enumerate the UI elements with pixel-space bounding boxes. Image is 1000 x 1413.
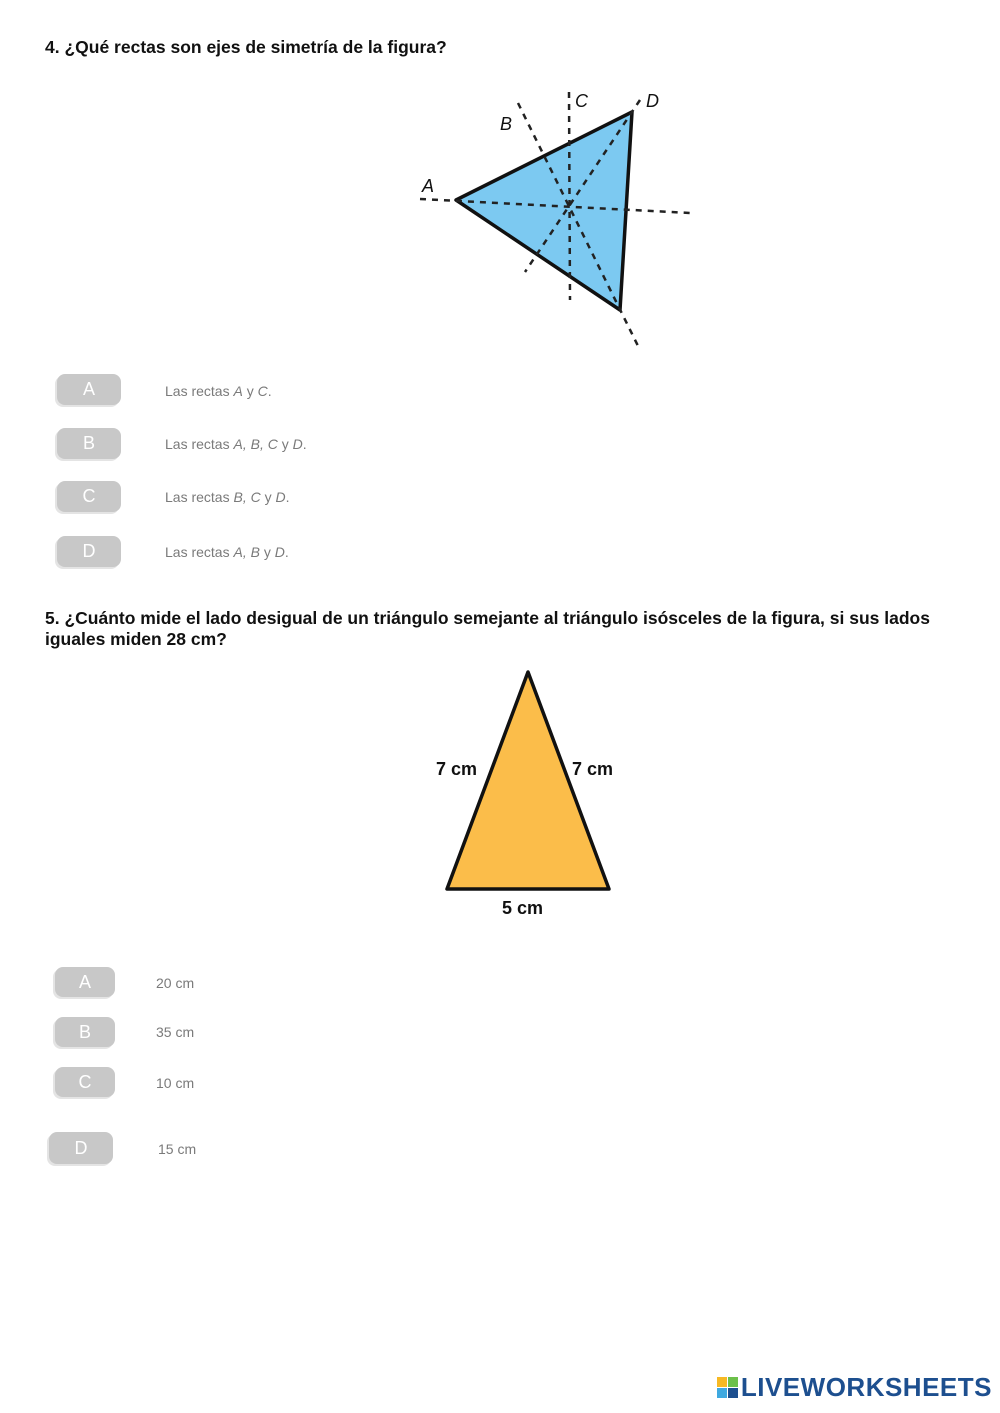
left-side-label: 7 cm (436, 759, 478, 779)
q4-b-lines: A, B, C (233, 436, 278, 452)
q4-c-end: . (285, 489, 290, 505)
q4-c-lines: B, C (233, 489, 261, 505)
orange-triangle (447, 672, 609, 889)
q4-b-prefix: Las rectas (165, 436, 234, 452)
q4-a-lines: A (233, 383, 243, 399)
q5-option-a-text: 20 cm (156, 975, 195, 991)
q4-d-last: D (274, 544, 285, 560)
q4-a-last: C (257, 383, 268, 399)
q4-c-prefix: Las rectas (165, 489, 234, 505)
q4-a-sep: y (242, 383, 258, 399)
question-5-title-line2: iguales miden 28 cm? (45, 629, 227, 649)
label-a: A (422, 176, 435, 196)
q4-option-c-button[interactable]: C (57, 481, 121, 512)
q4-c-last: D (275, 489, 286, 505)
base-label: 5 cm (502, 898, 544, 918)
q4-a-prefix: Las rectas (165, 383, 234, 399)
q5-option-b-text: 35 cm (156, 1024, 195, 1040)
q4-a-end: . (267, 383, 272, 399)
q4-d-sep: y (259, 544, 275, 560)
q4-option-b-button[interactable]: B (57, 428, 121, 459)
q5-option-c-text: 10 cm (156, 1075, 195, 1091)
q4-b-sep: y (277, 436, 293, 452)
label-c: C (575, 91, 588, 111)
q4-b-last: D (292, 436, 303, 452)
label-b: B (500, 114, 513, 134)
liveworksheets-logo-icon (717, 1377, 738, 1398)
liveworksheets-logo (717, 1367, 992, 1407)
label-d: D (646, 91, 659, 111)
q4-d-lines: A, B (233, 544, 260, 560)
q4-option-d-button[interactable]: D (57, 536, 121, 567)
q4-b-end: . (302, 436, 307, 452)
q4-d-prefix: Las rectas (165, 544, 234, 560)
question-4-title: 4. ¿Qué rectas son ejes de simetría de la figura? (45, 37, 447, 57)
q4-option-a-button[interactable]: A (57, 374, 121, 405)
right-side-label: 7 cm (572, 759, 614, 779)
q5-option-d-button[interactable]: D (49, 1132, 113, 1164)
q5-option-b-button[interactable]: B (55, 1017, 115, 1047)
q5-option-d-text: 15 cm (158, 1141, 197, 1157)
q5-option-a-button[interactable]: A (55, 967, 115, 997)
q5-option-c-button[interactable]: C (55, 1067, 115, 1097)
question-5-title-line1: 5. ¿Cuánto mide el lado desigual de un triángulo semejante al triángulo isósceles de la figura, si sus lados (45, 608, 930, 628)
q4-c-sep: y (260, 489, 276, 505)
q4-d-end: . (284, 544, 289, 560)
liveworksheets-brand: LIVEWORKSHEETS (740, 1371, 992, 1402)
